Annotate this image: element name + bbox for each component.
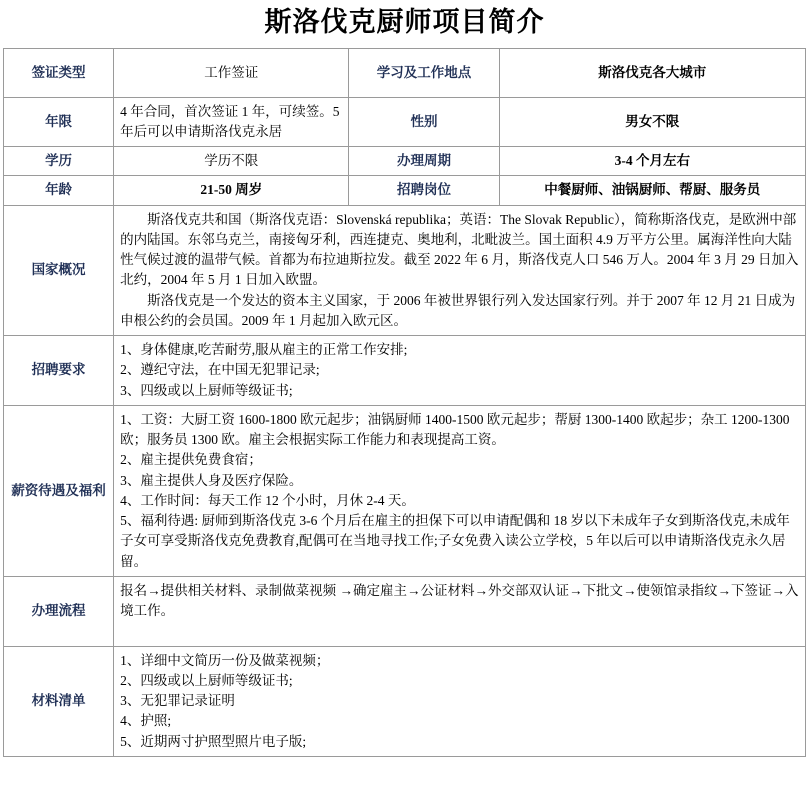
row-label-salary-benefits: 薪资待遇及福利 — [4, 405, 114, 576]
row-value-process — [114, 576, 806, 646]
list-item: 1、工资：大厨工资 1600-1800 欧元起步；油锅厨师 1400-1500 欧元起步；帮厨 1300-1400 欧起步；杂工 1200-1300 欧；服务员 1300 欧。雇主会根据实际工作能力和表现提高工资。 — [120, 411, 790, 448]
row-value-materials — [114, 646, 806, 756]
row-value-gender: 男女不限 — [499, 97, 805, 147]
list-item: 2、雇主提供免费食宿； — [120, 452, 262, 468]
table-row — [4, 646, 806, 756]
row-value-age: 21-50 周岁 — [114, 176, 349, 205]
row-value-country-overview — [114, 205, 806, 336]
row-label-gender: 性别 — [349, 97, 499, 147]
row-value-processing-time: 3-4 个月左右 — [499, 147, 805, 176]
row-label-location: 学习及工作地点 — [349, 48, 499, 97]
table-row — [4, 576, 806, 646]
list-item: 3、无犯罪记录证明 — [120, 693, 235, 709]
row-label-country-overview: 国家概况 — [4, 205, 114, 336]
table-row — [4, 97, 806, 147]
table-row — [4, 147, 806, 176]
row-label-visa-type: 签证类型 — [4, 48, 114, 97]
row-label-materials: 材料清单 — [4, 646, 114, 756]
list-item: 4、工作时间：每天工作 12 个小时，月休 2-4 天。 — [120, 492, 415, 508]
row-value-salary-benefits — [114, 405, 806, 576]
row-label-duration: 年限 — [4, 97, 114, 147]
row-label-positions: 招聘岗位 — [349, 176, 499, 205]
row-value-visa-type: 工作签证 — [114, 48, 349, 97]
process-spacer — [120, 621, 799, 641]
table-row — [4, 405, 806, 576]
row-label-process: 办理流程 — [4, 576, 114, 646]
row-value-education: 学历不限 — [114, 147, 349, 176]
list-item: 1、身体健康,吃苦耐劳,服从雇主的正常工作安排; — [120, 342, 408, 358]
row-label-age: 年龄 — [4, 176, 114, 205]
list-item: 5、福利待遇: 厨师到斯洛伐克 3-6 个月后在雇主的担保下可以申请配偶和 18 岁以下未成年子女到斯洛伐克,未成年子女可享受斯洛伐克免费教育,配偶可在当地寻找工作;子女免费入读公立学校，5 年以后可以申请斯洛伐克永久居留。 — [120, 513, 790, 569]
page-title: 斯洛伐克厨师项目简介 — [264, 7, 545, 37]
row-value-requirements — [114, 336, 806, 406]
list-item: 2、四级或以上厨师等级证书; — [120, 672, 293, 688]
table-row — [4, 205, 806, 336]
list-item: 4、护照; — [120, 713, 172, 729]
row-label-processing-time: 办理周期 — [349, 147, 499, 176]
list-item: 1、详细中文简历一份及做菜视频； — [120, 652, 330, 668]
country-paragraph-2: 斯洛伐克是一个发达的资本主义国家，于 2006 年被世界银行列入发达国家行列。并于 2007 年 12 月 21 日成为申根公约的会员国。2009 年 1 月起加入欧元区。 — [120, 292, 796, 328]
row-label-education: 学历 — [4, 147, 114, 176]
table-row — [4, 48, 806, 97]
table-row — [4, 336, 806, 406]
list-item: 5、近期两寸护照型照片电子版; — [120, 733, 307, 749]
list-item: 2、遵纪守法，在中国无犯罪记录; — [120, 362, 320, 378]
row-value-positions: 中餐厨师、油锅厨师、帮厨、服务员 — [499, 176, 805, 205]
row-value-duration: 4 年合同，首次签证 1 年，可续签。5 年后可以申请斯洛伐克永居 — [114, 97, 349, 147]
list-item: 3、雇主提供人身及医疗保险。 — [120, 472, 303, 488]
process-text: 报名→提供相关材料、录制做菜视频 →确定雇主→公证材料→外交部双认证→下批文→使领馆录指纹→下签证→入境工作。 — [120, 582, 799, 619]
list-item: 3、四级或以上厨师等级证书; — [120, 382, 293, 398]
project-info-table — [3, 48, 806, 757]
country-paragraph-1: 斯洛伐克共和国（斯洛伐克语：Slovenská republika；英语：The Slovak Republic），简称斯洛伐克，是欧洲中部的内陆国。东邻乌克兰，南接匈牙利，西连捷克、奥地利，北毗波兰。国土面积 4.9 万平方公里。属海洋性向大陆性气候过渡的温带气候。首都为布拉迪斯拉发。截至 2022 年 6 月，斯洛伐克人口 546 万人。2004 年 3 月 29 日加入北约，2004 年 5 月 1 日加入欧盟。 — [120, 211, 799, 288]
table-row — [4, 176, 806, 205]
row-label-requirements: 招聘要求 — [4, 336, 114, 406]
row-value-location: 斯洛伐克各大城市 — [499, 48, 805, 97]
